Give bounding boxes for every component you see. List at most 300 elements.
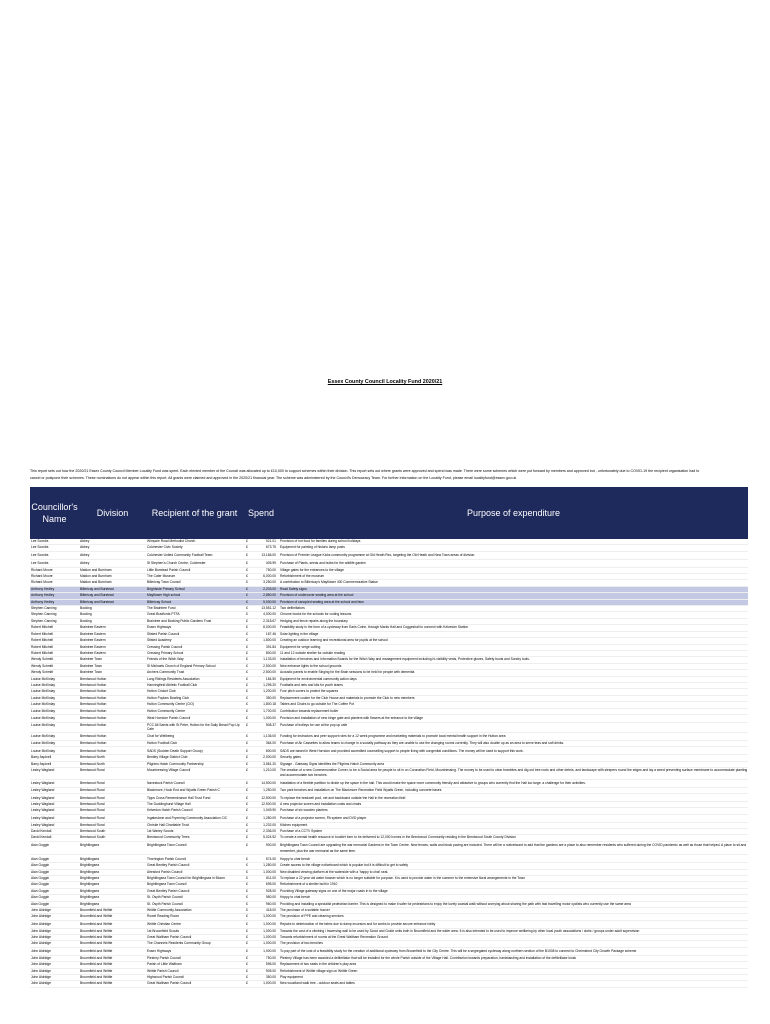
spend-cell: 12,500.00 bbox=[250, 801, 279, 807]
spend-cell: 184.50 bbox=[250, 676, 279, 682]
currency-cell: £ bbox=[243, 895, 250, 901]
recipient-cell: Brentwood Community Trees bbox=[146, 835, 243, 841]
purpose-cell: Four pitch covers to protect the squares bbox=[279, 689, 748, 695]
spend-cell: 695.00 bbox=[250, 882, 279, 888]
spend-cell: 900.00 bbox=[250, 843, 279, 854]
currency-cell: £ bbox=[243, 722, 250, 732]
division-cell: Abbey bbox=[79, 539, 146, 545]
spend-cell: 2,336.00 bbox=[250, 829, 279, 835]
division-cell: Brightlingsea bbox=[79, 895, 146, 901]
currency-cell: £ bbox=[243, 625, 250, 631]
currency-cell: £ bbox=[243, 650, 250, 656]
spend-cell: 1,000.00 bbox=[250, 928, 279, 934]
purpose-cell: The purchase of a suitable hoover bbox=[279, 907, 748, 913]
councillor-cell: Robert Mitchell bbox=[30, 631, 79, 637]
recipient-cell: Long Ridings Residents Association bbox=[146, 676, 243, 682]
purpose-cell: 11 and 12 outside shelter for outside reading bbox=[279, 650, 748, 656]
recipient-cell: Writtle Parish Council bbox=[146, 968, 243, 974]
spend-cell: 960.00 bbox=[250, 901, 279, 907]
currency-cell: £ bbox=[243, 689, 250, 695]
spend-cell: 8,000.00 bbox=[250, 625, 279, 631]
councillor-cell: John Aldridge bbox=[30, 981, 79, 987]
division-cell: Brentwood Hutton bbox=[79, 722, 146, 732]
spend-cell: 2,500.00 bbox=[250, 663, 279, 669]
currency-cell: £ bbox=[243, 539, 250, 545]
currency-cell: £ bbox=[243, 638, 250, 644]
purpose-cell: Tables and Chairs to go outside for The Coffee Pot bbox=[279, 702, 748, 708]
spend-cell: 596.00 bbox=[250, 962, 279, 968]
division-cell: Brentwood Hutton bbox=[79, 676, 146, 682]
purpose-cell: The provision of two benches bbox=[279, 941, 748, 947]
purpose-cell: To replace a 22 year old water bowser which is no longer suitable for purpose. It is used to provide water in the summer to the extensive floral arrangements in the Town bbox=[279, 875, 748, 881]
councillor-cell: Louise McKinlay bbox=[30, 682, 79, 688]
purpose-cell: Purchase of six wooden planters bbox=[279, 808, 748, 814]
spend-cell: 2,500.00 bbox=[250, 670, 279, 676]
purpose-cell: Provision of undercover seating area at the school bbox=[279, 593, 748, 599]
spend-cell: 750.00 bbox=[250, 567, 279, 573]
councillor-cell: Lesley Wagland bbox=[30, 816, 79, 822]
councillor-cell: Louise McKinlay bbox=[30, 749, 79, 755]
recipient-cell: Essex Highways bbox=[146, 625, 243, 631]
division-cell: Brentwood Rural bbox=[79, 787, 146, 793]
councillor-cell: Anthony Hedley bbox=[30, 586, 79, 592]
councillor-cell: Wendy Schmitt bbox=[30, 670, 79, 676]
division-cell: Brightlingsea bbox=[79, 869, 146, 875]
recipient-cell: Chat for Wellbeing bbox=[146, 734, 243, 740]
recipient-cell: West Horndon Parish Council bbox=[146, 716, 243, 722]
councillor-cell: Lesley Wagland bbox=[30, 801, 79, 807]
councillor-cell: Richard Moore bbox=[30, 574, 79, 580]
division-cell: Abbey bbox=[79, 561, 146, 567]
spend-cell: 1,000.00 bbox=[250, 914, 279, 920]
currency-cell: £ bbox=[243, 767, 250, 779]
currency-cell: £ bbox=[243, 962, 250, 968]
currency-cell: £ bbox=[243, 695, 250, 701]
division-cell: Brightlingsea bbox=[79, 882, 146, 888]
councillor-cell: Robert Mitchell bbox=[30, 625, 79, 631]
currency-cell: £ bbox=[243, 631, 250, 637]
currency-cell: £ bbox=[243, 843, 250, 854]
recipient-cell: Essex Highways bbox=[146, 949, 243, 955]
spend-cell: 1,210.00 bbox=[250, 767, 279, 779]
spend-cell: 2,000.00 bbox=[250, 755, 279, 761]
purpose-cell: Installation of a flexible partition to divide up the space in the hall. This would make the space more community friendly and attractive to groups who currently find the Hall too large. a challenge for their activities. bbox=[279, 781, 748, 787]
division-cell: Bocking bbox=[79, 618, 146, 624]
locality-fund-table bbox=[30, 487, 748, 988]
currency-cell: £ bbox=[243, 922, 250, 928]
spend-cell: 1,800.00 bbox=[250, 638, 279, 644]
division-cell: Brentwood Rural bbox=[79, 822, 146, 828]
recipient-cell: Wimpole Road Methodist Church bbox=[146, 539, 243, 545]
purpose-cell: Security gates bbox=[279, 755, 748, 761]
recipient-cell: 1st Broomfield Scouts bbox=[146, 928, 243, 934]
division-cell: Braintree Town bbox=[79, 670, 146, 676]
councillor-cell: David Kendall bbox=[30, 835, 79, 841]
recipient-cell: Hutton Community Centre bbox=[146, 708, 243, 714]
purpose-cell: Equipment for verge cutting bbox=[279, 644, 748, 650]
spend-cell: 1,136.00 bbox=[250, 734, 279, 740]
table-body bbox=[30, 539, 748, 987]
councillor-cell: Alan Goggin bbox=[30, 857, 79, 863]
purpose-cell: The provision of PPE and cleaning services bbox=[279, 914, 748, 920]
division-cell: Bocking bbox=[79, 612, 146, 618]
recipient-cell: Mayflower High school bbox=[146, 593, 243, 599]
recipient-cell: Great Waltham Parish Council bbox=[146, 981, 243, 987]
councillor-cell: Stephen Canning bbox=[30, 618, 79, 624]
councillor-cell: Lee Scordis bbox=[30, 539, 79, 545]
spend-cell: 4,000.00 bbox=[250, 612, 279, 618]
recipient-cell: Ingatestone and Fryerning Community Association CIC bbox=[146, 816, 243, 822]
currency-cell: £ bbox=[243, 796, 250, 802]
currency-cell: £ bbox=[243, 787, 250, 793]
division-cell: Abbey bbox=[79, 553, 146, 559]
currency-cell: £ bbox=[243, 676, 250, 682]
recipient-cell: Alresford Parish Council bbox=[146, 869, 243, 875]
currency-cell: £ bbox=[243, 822, 250, 828]
spend-cell: 391.84 bbox=[250, 644, 279, 650]
purpose-cell: Brightlingsea Town Council are upgrading the war memorial Gardens in the Town Centre. New fences, walls and block paving are included. There will be a noticeboard to add that the gardens are a place to also remember residents who suffered during the COVID pandemic as well as those that helped. A place to sit and remember, plus the war memorial as the same time. bbox=[280, 843, 747, 853]
purpose-cell: The creation of a new Commemorative Corner, to be a Social area for people to sit in on Coronation Field, Mountnessing. The money to be used to clear brambles and dig out tree roots and other debris, and landscape with sleepers round the edges and lay a weed preventing surface membrane to accommodate planting and accommodate two benches. bbox=[280, 767, 748, 778]
councillor-cell: John Aldridge bbox=[30, 941, 79, 947]
purpose-cell: Signage - Gateway Signs identifies the Pilgrims Hatch Community area bbox=[279, 761, 748, 767]
recipient-cell: Little Burstead Parish Council bbox=[146, 567, 243, 573]
division-cell: Brentwood Hutton bbox=[79, 734, 146, 740]
currency-cell: £ bbox=[243, 545, 250, 551]
purpose-cell: Replacement of two seats in the children's play area bbox=[279, 962, 748, 968]
recipient-cell: Hutton Cricket Club bbox=[146, 689, 243, 695]
currency-cell: £ bbox=[243, 907, 250, 913]
spend-cell: 187.46 bbox=[250, 631, 279, 637]
spend-cell: 1,280.00 bbox=[250, 863, 279, 869]
purpose-cell: Village gates for the entrances to the village bbox=[279, 567, 748, 573]
division-cell: Braintree Eastern bbox=[79, 631, 146, 637]
recipient-cell: St Michaels Church of England Primary School bbox=[146, 663, 243, 669]
spend-cell: 14,500.00 bbox=[250, 781, 279, 787]
spend-cell: 2,850.00 bbox=[250, 593, 279, 599]
spend-cell: 1,049.90 bbox=[250, 808, 279, 814]
councillor-cell: Stephen Canning bbox=[30, 612, 79, 618]
division-cell: Braintree Eastern bbox=[79, 650, 146, 656]
spend-cell: 1,000.00 bbox=[250, 716, 279, 722]
currency-cell: £ bbox=[243, 949, 250, 955]
recipient-cell: Brightlingsea Town Council bbox=[146, 843, 243, 854]
spend-cell: 2,318.67 bbox=[250, 618, 279, 624]
purpose-cell: New disabled viewing platform at the waterside with a 'happy to chat' seat. bbox=[279, 869, 748, 875]
currency-cell: £ bbox=[243, 644, 250, 650]
spend-cell: 350.00 bbox=[250, 695, 279, 701]
spend-cell: 673.75 bbox=[250, 545, 279, 551]
currency-cell: £ bbox=[243, 702, 250, 708]
currency-cell: £ bbox=[243, 657, 250, 663]
recipient-cell: Great Bradfords PTFA bbox=[146, 612, 243, 618]
recipient-cell: St. Osyth Parish Council bbox=[146, 901, 243, 907]
currency-cell: £ bbox=[243, 612, 250, 618]
councillor-cell: Alan Goggin bbox=[30, 888, 79, 894]
spend-cell: 811.00 bbox=[250, 875, 279, 881]
purpose-cell: Create access to the village noticeboard which is popular but it is difficult to get to safely bbox=[279, 863, 748, 869]
division-cell: Broomfield and Writtle bbox=[79, 941, 146, 947]
councillor-cell: Wendy Schmitt bbox=[30, 657, 79, 663]
purpose-cell: Two defibrillators bbox=[279, 606, 748, 612]
recipient-cell: Mountnessing Village Council bbox=[146, 767, 243, 779]
spend-cell: 1,000.00 bbox=[250, 949, 279, 955]
page-title: Essex County Council Locality Fund 2020/21 bbox=[327, 379, 443, 385]
column-header-spend: Spend bbox=[247, 508, 275, 518]
currency-cell: £ bbox=[243, 734, 250, 740]
spend-cell: 1,232.00 bbox=[250, 822, 279, 828]
purpose-cell: New entrance lights to the school grounds bbox=[279, 663, 748, 669]
purpose-cell: A new projector screen and installation costs and chairs bbox=[279, 801, 748, 807]
spend-cell: 905.00 bbox=[250, 968, 279, 974]
division-cell: Brentwood Hutton bbox=[79, 740, 146, 746]
recipient-cell: Archers Community Trust bbox=[146, 670, 243, 676]
recipient-cell: Great Bentley Parish Council bbox=[146, 863, 243, 869]
table-row bbox=[30, 981, 748, 987]
recipient-cell: Bentley Village District Club bbox=[146, 755, 243, 761]
recipient-cell: Navestock Parish Council bbox=[146, 781, 243, 787]
recipient-cell: Hutton Poplars Bowling Club bbox=[146, 695, 243, 701]
currency-cell: £ bbox=[243, 553, 250, 559]
councillor-cell: Louise McKinlay bbox=[30, 702, 79, 708]
division-cell: Braintree Eastern bbox=[79, 625, 146, 631]
currency-cell: £ bbox=[243, 869, 250, 875]
purpose-cell: Contribution towards replacement boiler bbox=[279, 708, 748, 714]
division-cell: Broomfield and Writtle bbox=[79, 928, 146, 934]
recipient-cell: Thorrington Parish Council bbox=[146, 857, 243, 863]
division-cell: Broomfield and Writtle bbox=[79, 968, 146, 974]
currency-cell: £ bbox=[243, 875, 250, 881]
division-cell: Broomfield and Writtle bbox=[79, 922, 146, 928]
recipient-cell: SADS (Sudden Death Support Group) bbox=[146, 749, 243, 755]
currency-cell: £ bbox=[243, 882, 250, 888]
recipient-cell: Colchester Civic Society bbox=[146, 545, 243, 551]
currency-cell: £ bbox=[243, 835, 250, 841]
purpose-cell: Funding for instructors and peer support roles for a 12 week programme and marketing materials to promote local mental health support in the Hutton area bbox=[279, 734, 748, 740]
purpose-cell: Equipment for environmental community action days bbox=[279, 676, 748, 682]
division-cell: Brentwood Rural bbox=[79, 808, 146, 814]
currency-cell: £ bbox=[243, 928, 250, 934]
currency-cell: £ bbox=[243, 561, 250, 567]
councillor-cell: Alan Goggin bbox=[30, 882, 79, 888]
councillor-cell: Lee Scordis bbox=[30, 545, 79, 551]
recipient-cell: Rowel Reading Room bbox=[146, 914, 243, 920]
division-cell: Broomfield and Writtle bbox=[79, 914, 146, 920]
currency-cell: £ bbox=[243, 593, 250, 599]
recipient-cell: Cressing Primary School bbox=[146, 650, 243, 656]
recipient-cell: Kelvedon Hatch Parish Council bbox=[146, 808, 243, 814]
purpose-cell: Towards refurbishment of rooms at the Great Waltham Recreation Ground bbox=[279, 935, 748, 941]
spend-cell: 508.37 bbox=[250, 722, 279, 732]
purpose-cell: Purchase of Air Cassettes to allow teams to change in a socially pathway as they are unable to use the changing rooms currently. They will also double up as an area to serve teas and soft drinks. bbox=[279, 740, 748, 746]
intro-line: This report sets out how the 2020/21 Essex County Council Member Locality Fund was spent. Each elected member of the Council was allocated up to £10,000 to support schemes within their division. This report sets out where grants were approved and spend was made. There were some schemes which were put forward by members and approved but , unfortunately due to COVID-19 the recipient organisation had to bbox=[30, 469, 700, 473]
column-header-councillor: Councillor's Name bbox=[31, 502, 78, 524]
division-cell: Broomfield and Writtle bbox=[79, 955, 146, 961]
division-cell: Brentwood North bbox=[79, 761, 146, 767]
spend-cell: 1,800.18 bbox=[250, 702, 279, 708]
division-cell: Brentwood South bbox=[79, 829, 146, 835]
councillor-cell: Lesley Wagland bbox=[30, 767, 79, 779]
councillor-cell: Anthony Hedley bbox=[30, 593, 79, 599]
spend-cell: 5,024.52 bbox=[250, 835, 279, 841]
councillor-cell: Lee Scordis bbox=[30, 561, 79, 567]
recipient-cell: Highwood Parish Council bbox=[146, 975, 243, 981]
division-cell: Brightlingsea bbox=[79, 875, 146, 881]
purpose-cell: To pay part of the cost of a feasibility study for the creation of additional cycleway from Broomfield to the City Centre. This will be a segregated cycleway along northern section of the B1008 to connect to Chelmsford City Growth Package scheme bbox=[279, 949, 748, 955]
currency-cell: £ bbox=[243, 567, 250, 573]
column-header-division: Division bbox=[96, 508, 129, 518]
recipient-cell: Braintree and Bocking Public Gardens Trust bbox=[146, 618, 243, 624]
currency-cell: £ bbox=[243, 981, 250, 987]
councillor-cell: John Aldridge bbox=[30, 962, 79, 968]
recipient-cell: Hutton Football Club bbox=[146, 740, 243, 746]
councillor-cell: Robert Mitchell bbox=[30, 638, 79, 644]
division-cell: Brentwood Hutton bbox=[79, 702, 146, 708]
recipient-cell: Great Bentley Parish Council bbox=[146, 888, 243, 894]
councillor-cell: Lee Scordis bbox=[30, 553, 79, 559]
recipient-cell: Stisted Academy bbox=[146, 638, 243, 644]
purpose-cell: Purchase of a projector screen, PA system and DVD player bbox=[279, 816, 748, 822]
councillor-cell: Lesley Wagland bbox=[30, 787, 79, 793]
councillor-cell: Louise McKinlay bbox=[30, 722, 79, 732]
recipient-cell: Hutton Community Centre (CIO) bbox=[146, 702, 243, 708]
recipient-cell: The Braintree Fund bbox=[146, 606, 243, 612]
purpose-cell: Refurbishment of Writtle village sign on Writtle Green bbox=[279, 968, 748, 974]
division-cell: Brentwood Rural bbox=[79, 767, 146, 779]
spend-cell: 600.00 bbox=[250, 749, 279, 755]
purpose-cell: Replacement cooker for the Club House and materials to promote the Club to new members bbox=[279, 695, 748, 701]
recipient-cell: Christie Hall Charitable Trust bbox=[146, 822, 243, 828]
currency-cell: £ bbox=[243, 888, 250, 894]
division-cell: Maldon and Burnham bbox=[79, 580, 146, 586]
purpose-cell: Two park benches and installation on The Blackmore Recreation Field Wyatts Green, including concrete bases bbox=[279, 787, 748, 793]
spend-cell: 1,000.00 bbox=[250, 869, 279, 875]
purpose-cell: Purchase of trolleys for use at the pop up cafe bbox=[279, 722, 748, 732]
purpose-cell: Providing Village gateway signs on one of the major roads in to the village bbox=[279, 888, 748, 894]
intro-text bbox=[30, 468, 745, 482]
spend-cell: 574.00 bbox=[250, 857, 279, 863]
division-cell: Abbey bbox=[79, 545, 146, 551]
purpose-cell: Play equipment bbox=[279, 975, 748, 981]
councillor-cell: Lesley Wagland bbox=[30, 822, 79, 828]
purpose-cell: Footballs and nets and kits for youth teams bbox=[279, 682, 748, 688]
currency-cell: £ bbox=[243, 968, 250, 974]
councillor-cell: John Aldridge bbox=[30, 949, 79, 955]
currency-cell: £ bbox=[243, 941, 250, 947]
division-cell: Billericay and Burstead bbox=[79, 586, 146, 592]
currency-cell: £ bbox=[243, 749, 250, 755]
currency-cell: £ bbox=[243, 914, 250, 920]
division-cell: Broomfield and Writtle bbox=[79, 907, 146, 913]
currency-cell: £ bbox=[243, 816, 250, 822]
division-cell: Brightlingsea bbox=[79, 863, 146, 869]
purpose-cell: Providing and installing a specialist pedestrian barrier. This is designed to make it safer for pedestrians to enjoy the lovely coastal walk without worrying about sharing the path with fast travelling motor cyclists who currently use the same area bbox=[279, 901, 748, 907]
division-cell: Brentwood Hutton bbox=[79, 682, 146, 688]
currency-cell: £ bbox=[243, 740, 250, 746]
councillor-cell: Barry Aspinell bbox=[30, 761, 79, 767]
division-cell: Broomfield and Writtle bbox=[79, 981, 146, 987]
councillor-cell: Louise McKinlay bbox=[30, 716, 79, 722]
currency-cell: £ bbox=[243, 801, 250, 807]
recipient-cell: Cressing Parish Council bbox=[146, 644, 243, 650]
purpose-cell: Purchase of Plants, seeds and bulbs for the wildlife garden bbox=[279, 561, 748, 567]
councillor-cell: Anthony Hedley bbox=[30, 599, 79, 605]
councillor-cell: Louise McKinlay bbox=[30, 740, 79, 746]
councillor-cell: Alan Goggin bbox=[30, 875, 79, 881]
councillor-cell: Louise McKinlay bbox=[30, 689, 79, 695]
spend-cell: 1,000.00 bbox=[250, 935, 279, 941]
spend-cell: 1,250.00 bbox=[250, 787, 279, 793]
councillor-cell: Alan Goggin bbox=[30, 869, 79, 875]
recipient-cell: 1st Warley Scouts bbox=[146, 829, 243, 835]
purpose-cell: To create a mental health resource in booklet form to be delivered to 12,000 homes in the Brentwood Community residing in the Brentwood South County Division bbox=[279, 835, 748, 841]
councillor-cell: Stephen Canning bbox=[30, 606, 79, 612]
purpose-cell: Repairs to deterioration of the fabric due to damp incursion and for works to provide secure entrance lobby bbox=[279, 922, 748, 928]
division-cell: Brentwood North bbox=[79, 755, 146, 761]
spend-cell: 350.00 bbox=[250, 975, 279, 981]
purpose-cell: Kitchen equipment bbox=[279, 822, 748, 828]
councillor-cell: Lesley Wagland bbox=[30, 781, 79, 787]
recipient-cell: Great Waltham Parish Council bbox=[146, 935, 243, 941]
division-cell: Bocking bbox=[79, 606, 146, 612]
purpose-cell: Provision of hot food for families during school holidays bbox=[279, 539, 748, 545]
purpose-cell: Hoppy to chat bench bbox=[279, 857, 748, 863]
councillor-cell: Alan Goggin bbox=[30, 895, 79, 901]
table-row bbox=[30, 767, 748, 779]
division-cell: Braintree Eastern bbox=[79, 638, 146, 644]
spend-cell: 980.00 bbox=[250, 895, 279, 901]
currency-cell: £ bbox=[243, 708, 250, 714]
recipient-cell: Writtle Christian Centre bbox=[146, 922, 243, 928]
division-cell: Brentwood Hutton bbox=[79, 695, 146, 701]
purpose-cell: New woodland walk tree - outdoor seats and tables bbox=[279, 981, 748, 987]
division-cell: Broomfield and Writtle bbox=[79, 935, 146, 941]
councillor-cell: Richard Moore bbox=[30, 580, 79, 586]
recipient-cell: Brightside Primary School bbox=[146, 586, 243, 592]
division-cell: Braintree Eastern bbox=[79, 644, 146, 650]
recipient-cell: The Doddinghurst Village Hall bbox=[146, 801, 243, 807]
purpose-cell: Feasibility study in the form of a cycleway from Earls Colne, through Marks Hall and Coggeshall to connect with Kelvedon Station bbox=[279, 625, 748, 631]
councillor-cell: Robert Mitchell bbox=[30, 650, 79, 656]
division-cell: Billericay and Burstead bbox=[79, 593, 146, 599]
division-cell: Brentwood Hutton bbox=[79, 708, 146, 714]
councillor-cell: Louise McKinlay bbox=[30, 695, 79, 701]
spend-cell: 1,000.00 bbox=[250, 981, 279, 987]
councillor-cell: Lesley Wagland bbox=[30, 808, 79, 814]
division-cell: Brentwood South bbox=[79, 835, 146, 841]
spend-cell: 3,250.00 bbox=[250, 580, 279, 586]
purpose-cell: Acoustic panels to enable Singing for the Brain sessions to be held for people with dementia bbox=[279, 670, 748, 676]
currency-cell: £ bbox=[243, 755, 250, 761]
spend-cell: 1,700.00 bbox=[250, 708, 279, 714]
currency-cell: £ bbox=[243, 586, 250, 592]
table-row bbox=[30, 843, 748, 854]
currency-cell: £ bbox=[243, 761, 250, 767]
recipient-cell: Billericay School bbox=[146, 599, 243, 605]
division-cell: Broomfield and Writtle bbox=[79, 949, 146, 955]
recipient-cell: Pleshey Parish Council bbox=[146, 955, 243, 961]
councillor-cell: Louise McKinlay bbox=[30, 734, 79, 740]
councillor-cell: Alan Goggin bbox=[30, 863, 79, 869]
division-cell: Braintree Town bbox=[79, 663, 146, 669]
currency-cell: £ bbox=[243, 975, 250, 981]
recipient-cell: Brightlingsea Town Council for Brightlingsea in Bloom bbox=[146, 875, 243, 881]
spend-cell: 6,000.00 bbox=[250, 574, 279, 580]
purpose-cell: Provision and installation of new hinge gate and planters with flowers at the entrance to the village bbox=[279, 716, 748, 722]
division-cell: Brentwood Hutton bbox=[79, 749, 146, 755]
currency-cell: £ bbox=[243, 716, 250, 722]
recipient-cell: Colchester United Community Football Team bbox=[146, 553, 243, 559]
purpose-cell: Solar lighting in the village bbox=[279, 631, 748, 637]
